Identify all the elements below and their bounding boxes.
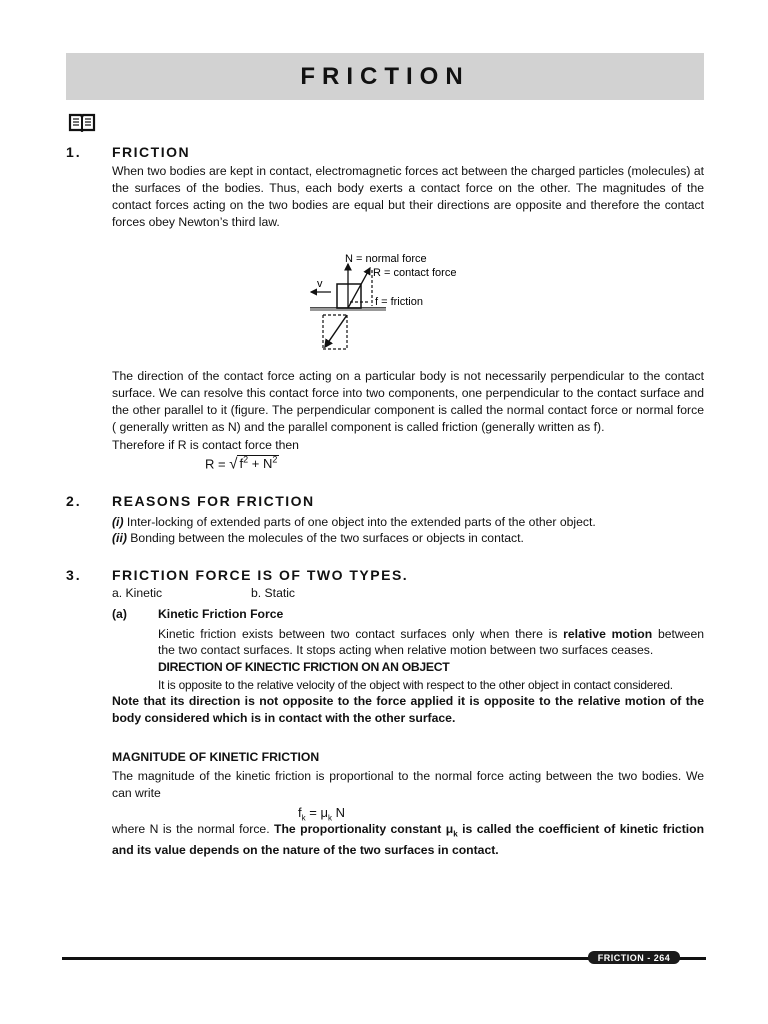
contact-force-label: R = contact force [373, 267, 457, 279]
normal-force-label: N = normal force [345, 253, 427, 265]
subsection-a-title: Kinetic Friction Force [158, 607, 284, 621]
section-2-number: 2. [66, 493, 82, 509]
where-paragraph: where N is the normal force. The proportionality constant $\mu_k$ is called the coefficient of kinetic friction and its value depends on the nature of the two surfaces in contact. [112, 822, 705, 858]
kinetic-line-1: Kinetic friction exists between two contact surfaces only when there is relative motion between [158, 627, 705, 641]
contact-force-formula: R = √ $f^2 + N^2$ [205, 455, 278, 473]
type-kinetic: a. Kinetic [112, 586, 163, 600]
velocity-label: v [317, 278, 323, 290]
type-static: b. Static [251, 586, 296, 600]
contact-force-diagram [306, 250, 476, 354]
direction-heading: DIRECTION OF KINECTIC FRICTION ON AN OBJECT [158, 660, 450, 674]
magnitude-heading: MAGNITUDE OF KINETIC FRICTION [112, 750, 320, 764]
kinetic-friction-formula: $f_k = \mu_k$ N [298, 805, 345, 823]
reason-item-1: (i) Inter-locking of extended parts of one object into the extended parts of the other object. [112, 515, 596, 529]
friction-label: f = friction [375, 296, 423, 308]
section-1-number: 1. [66, 144, 82, 160]
magnitude-paragraph: The magnitude of the kinetic friction is proportional to the normal force acting between the two bodies. We can write [112, 769, 704, 800]
note-paragraph: Note that its direction is not opposite to the force applied it is opposite to the relative motion of the body considered which is in contact with the other surface. [112, 694, 704, 725]
section-3-number: 3. [66, 567, 82, 583]
subsection-a-marker: (a) [112, 607, 127, 621]
book-icon [68, 112, 96, 132]
reason-item-2: (ii) Bonding between the molecules of the two surfaces or objects in contact. [112, 531, 524, 545]
page-number-badge: FRICTION - 264 [588, 951, 680, 964]
section-1-paragraph-1: When two bodies are kept in contact, electromagnetic forces act between the charged particles (molecules) at the surfaces of the bodies. Thus, each body exerts a contact force on the other. The magnitudes of the contact forces acting on the two bodies are equal but their directions are opposite and therefore the contact forces obey Newton’s third law. [112, 164, 704, 229]
section-2-title: REASONS FOR FRICTION [112, 493, 315, 509]
section-3-title: FRICTION FORCE IS OF TWO TYPES. [112, 567, 409, 583]
direction-text: It is opposite to the relative velocity of the object with respect to the other object in contact considered. [158, 678, 673, 692]
page-title-bar [66, 53, 704, 100]
kinetic-line-2: the two contact surfaces. It stops acting when relative motion between two surfaces ceases. [158, 643, 654, 657]
section-1-paragraph-2-last-line: Therefore if R is contact force then [112, 438, 299, 452]
page-title: FRICTION [300, 62, 470, 90]
section-1-title: FRICTION [112, 144, 191, 160]
section-1-paragraph-2: The direction of the contact force acting on a particular body is not necessarily perpendicular to the contact surface. We can resolve this contact force into two components, one perpendicular to the contact surface and the other parallel to it (figure. The perpendicular component is called the normal contact force or normal force ( generally written as N) and the parallel component is called friction (generally written as f). [112, 369, 704, 434]
